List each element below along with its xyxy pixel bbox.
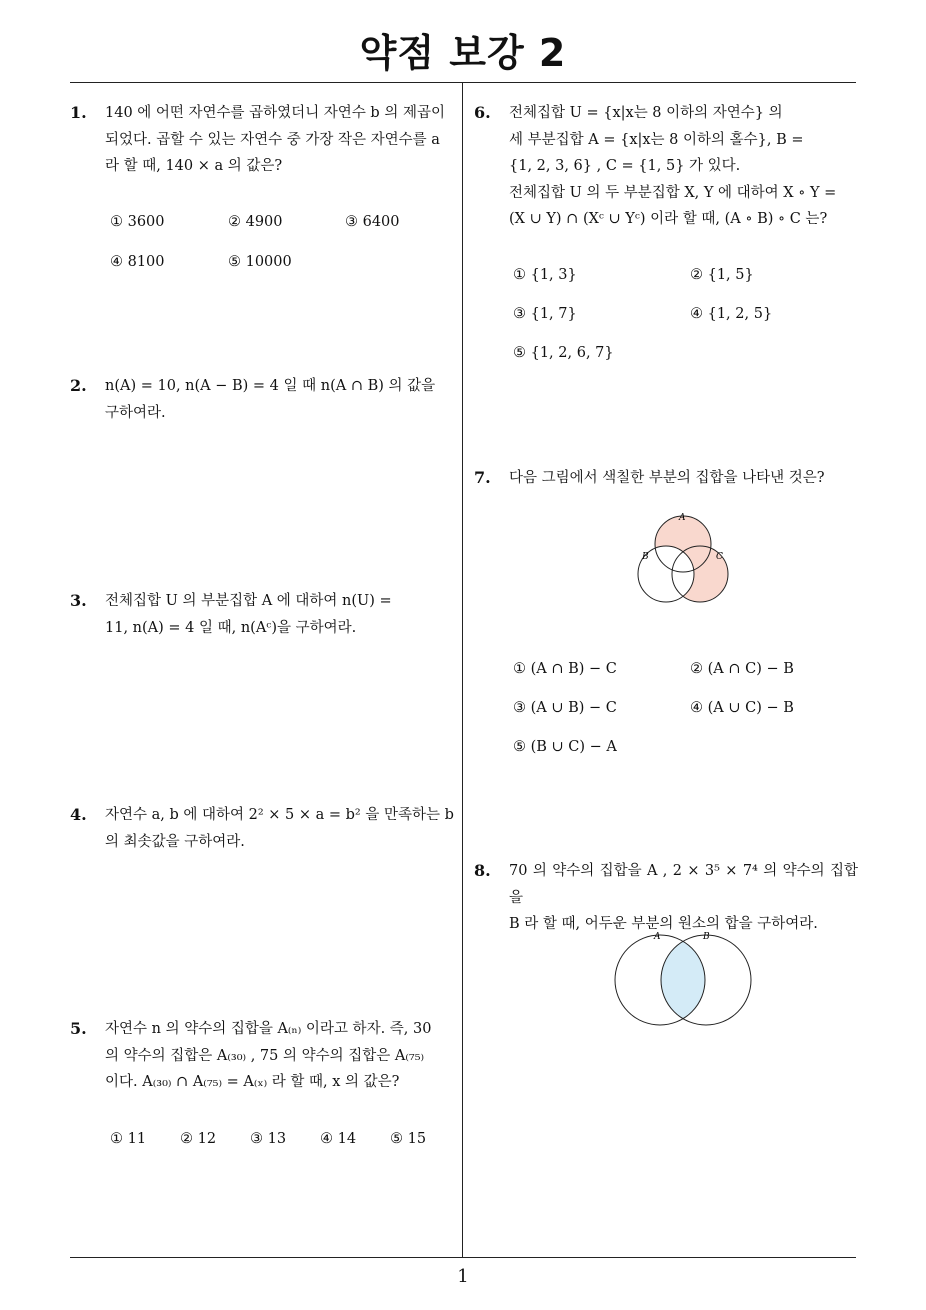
option-2[interactable]: ② {1, 5} bbox=[690, 267, 754, 283]
top-rule bbox=[70, 82, 856, 83]
question-number: 4. bbox=[70, 805, 87, 824]
question-text: 자연수 a, b 에 대하여 2² × 5 × a = b² 을 만족하는 b 의 최솟값을 구하여라. bbox=[105, 807, 454, 850]
venn-diagram-two-sets bbox=[605, 925, 765, 1030]
question-text: 70 의 약수의 집합을 A , 2 × 3⁵ × 7⁴ 의 약수의 집합을 B 라 할 때, 어두운 부분의 원소의 합을 구하여라. bbox=[509, 863, 858, 932]
question-5 bbox=[70, 1016, 456, 1096]
question-7 bbox=[474, 465, 858, 492]
option-3[interactable]: ③ 6400 bbox=[345, 214, 400, 230]
question-number: 8. bbox=[474, 861, 491, 880]
question-number: 7. bbox=[474, 468, 491, 487]
option-4[interactable]: ④ 8100 bbox=[110, 254, 165, 270]
option-2[interactable]: ② 4900 bbox=[228, 214, 283, 230]
option-5[interactable]: ⑤ (B ∪ C) − A bbox=[513, 739, 617, 755]
page-title: 약점 보강 2 bbox=[359, 31, 567, 75]
question-text: 자연수 n 의 약수의 집합을 A₍ₙ₎ 이라고 하자. 즉, 30 의 약수의 집합은 A₍₃₀₎ , 75 의 약수의 집합은 A₍₇₅₎ 이다. A₍₃₀₎ ∩ A₍₇₅₎ = A₍ₓ₎ 라 할 때, x 의 값은? bbox=[105, 1021, 432, 1090]
question-text: 다음 그림에서 색칠한 부분의 집합을 나타낸 것은? bbox=[509, 470, 825, 486]
question-1 bbox=[70, 100, 456, 180]
option-2[interactable]: ② 12 bbox=[180, 1131, 217, 1147]
bottom-rule bbox=[70, 1257, 856, 1258]
question-text: 전체집합 U = {x|x는 8 이하의 자연수} 의 세 부분집합 A = {x|x는 8 이하의 홀수}, B = {1, 2, 3, 6} , C = {1, 5} 가 있다. 전체집합 U 의 두 부분집합 X, Y 에 대하여 X ∘ Y = (X ∪ Y) ∩ (Xᶜ ∪ Yᶜ) 이라 할 때, (A ∘ B) ∘ C 는? bbox=[509, 105, 837, 227]
option-4[interactable]: ④ 14 bbox=[320, 1131, 357, 1147]
question-text: 전체집합 U 의 부분집합 A 에 대하여 n(U) = 11, n(A) = 4 일 때, n(Aᶜ)을 구하여라. bbox=[105, 593, 392, 636]
column-divider bbox=[462, 83, 463, 1257]
set-a-label: A bbox=[654, 932, 661, 942]
option-1[interactable]: ① {1, 3} bbox=[513, 267, 577, 283]
question-text: 140 에 어떤 자연수를 곱하였더니 자연수 b 의 제곱이 되었다. 곱할 수 있는 자연수 중 가장 작은 자연수를 a 라 할 때, 140 × a 의 값은? bbox=[105, 105, 445, 174]
option-1[interactable]: ① 3600 bbox=[110, 214, 165, 230]
option-5[interactable]: ⑤ 15 bbox=[390, 1131, 427, 1147]
option-3[interactable]: ③ (A ∪ B) − C bbox=[513, 700, 617, 716]
question-4 bbox=[70, 802, 456, 855]
option-3[interactable]: ③ {1, 7} bbox=[513, 306, 577, 322]
set-a-label: A bbox=[679, 513, 686, 523]
question-6 bbox=[474, 100, 858, 233]
option-2[interactable]: ② (A ∩ C) − B bbox=[690, 661, 794, 677]
set-b-label: B bbox=[703, 932, 710, 942]
question-number: 2. bbox=[70, 376, 87, 395]
option-4[interactable]: ④ (A ∪ C) − B bbox=[690, 700, 794, 716]
option-5[interactable]: ⑤ 10000 bbox=[228, 254, 292, 270]
option-4[interactable]: ④ {1, 2, 5} bbox=[690, 306, 773, 322]
question-number: 6. bbox=[474, 103, 491, 122]
question-2 bbox=[70, 373, 456, 426]
option-5[interactable]: ⑤ {1, 2, 6, 7} bbox=[513, 345, 614, 361]
venn-diagram-three-sets bbox=[630, 508, 740, 610]
question-number: 5. bbox=[70, 1019, 87, 1038]
set-c-label: C bbox=[716, 552, 723, 562]
question-number: 1. bbox=[70, 103, 87, 122]
option-3[interactable]: ③ 13 bbox=[250, 1131, 287, 1147]
page-number: 1 bbox=[457, 1266, 469, 1287]
question-3 bbox=[70, 588, 456, 641]
question-text: n(A) = 10, n(A − B) = 4 일 때 n(A ∩ B) 의 값을 구하여라. bbox=[105, 378, 436, 421]
option-1[interactable]: ① (A ∩ B) − C bbox=[513, 661, 617, 677]
question-number: 3. bbox=[70, 591, 87, 610]
set-b-label: B bbox=[642, 552, 649, 562]
option-1[interactable]: ① 11 bbox=[110, 1131, 147, 1147]
